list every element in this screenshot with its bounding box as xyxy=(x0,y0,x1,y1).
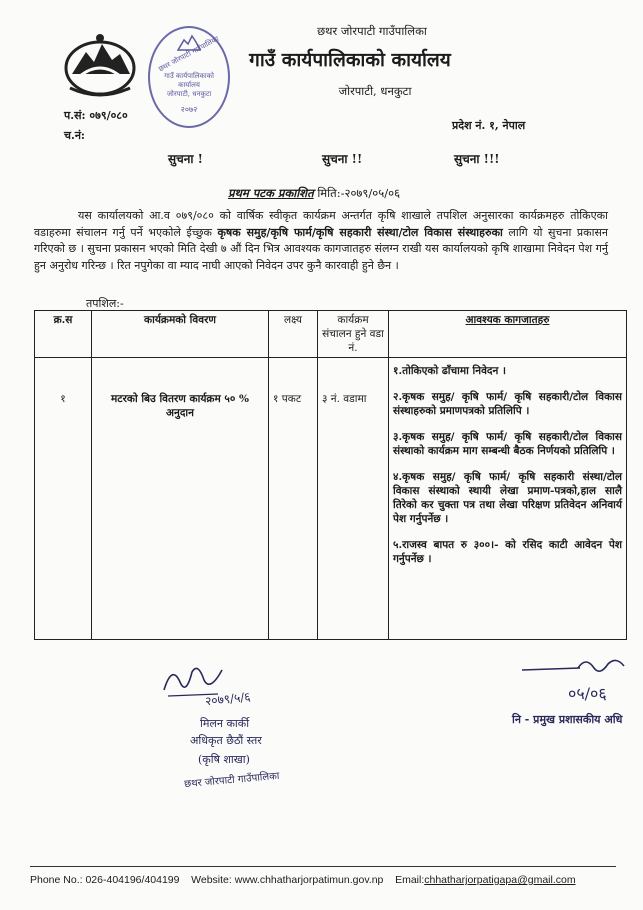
col-ward: कार्यक्रम संचालन हुने वडा नं. xyxy=(318,311,389,358)
col-docs: आवश्यक कागजातहरु xyxy=(389,311,627,358)
email-label: Email: xyxy=(395,874,425,886)
phone-label: Phone No.: xyxy=(30,874,83,886)
signatory-name: मिलन कार्की xyxy=(200,717,250,730)
stamp-place: जोरपाटी, धनकुटा xyxy=(166,90,212,98)
signatory-section: (कृषि शाखा) xyxy=(198,753,250,766)
table-caption: तपशिल:- xyxy=(86,297,124,310)
stamp-top-text: छथर जोरपाटी गाउँपालिका xyxy=(157,34,221,74)
office-address: जोरपाटी, धनकुटा xyxy=(338,84,412,98)
notice-body xyxy=(34,208,608,274)
email-link[interactable]: chhatharjorpatigapa@gmail.com xyxy=(424,874,576,886)
office-stamp xyxy=(148,26,230,128)
requirement-item: ३.कृषक समुह/ कृषि फार्म/ कृषि सहकारी/टोल विकास संस्थाको कार्यक्रम माग सम्बन्धी बैठक निर्णयको प्रतिलिपि । xyxy=(393,431,622,457)
stamp-inner-text: गाउँ कार्यपालिकाको कार्यालय xyxy=(164,72,214,89)
website-label: Website: xyxy=(191,874,232,886)
cell-desc: मटरको बिउ वितरण कार्यक्रम ५० % अनुदान xyxy=(92,358,269,640)
cell-ward: ३ नं. वडामा xyxy=(318,358,389,640)
footer-contact xyxy=(30,874,576,886)
notice-1: सुचना ! xyxy=(168,152,203,166)
cell-target: १ पकट xyxy=(269,358,318,640)
cell-sn: १ xyxy=(35,358,92,640)
stamp-year: २०७२ xyxy=(180,105,198,114)
website-link[interactable]: www.chhatharjorpatimun.gov.np xyxy=(234,874,384,886)
col-target: लक्ष्य xyxy=(269,311,318,358)
col-desc: कार्यक्रमको विवरण xyxy=(92,311,269,358)
right-signature-date: ०५/०६ xyxy=(568,684,607,703)
signatory-designation: अधिकृत छैठौं स्तर xyxy=(190,734,262,747)
publication-line xyxy=(228,186,400,201)
body-part2: लागि यो सुचना प्रकासन गरिएको छ । सुचना प्रकासन भएको मिति देखी ७ औं दिन भित्र आवश्यक कागजातहरु संलग्न राखी यस कार्यालयको कृषि शाखामा निवेदन पेश गर्नु हुन अनुरोध गरिन्छ । रित नपुगेका वा म्याद नाघी आएको निवेदन उपर कुनै कारवाही हुने छैन । xyxy=(34,225,608,272)
body-part1: यस कार्यालयको आ.व ०७९/०८० को वार्षिक स्वीकृत कार्यक्रम अन्तर्गत कृषि शाखाले तपशिल अनुसारका कार्यक्रमहरु तोकिएका वडाहरुमा संचालन गर्नु पर्ने भएकोले ईच्छुक xyxy=(34,209,608,239)
body-bold: कृषक समुह/कृषि फार्म/कृषि सहकारी संस्था/टोल विकास संस्थाहरुका xyxy=(217,225,503,239)
notice-2: सुचना !! xyxy=(322,152,363,166)
cell-requirements xyxy=(389,358,627,640)
phone-number: 026-404196/404199 xyxy=(85,874,180,886)
stamp-emblem-icon xyxy=(176,34,202,52)
publication-date: मिति:-२०७९/०५/०६ xyxy=(317,186,401,200)
publication-label: प्रथम पटक प्रकाशित xyxy=(228,186,314,200)
office-title: गाउँ कार्यपालिकाको कार्यालय xyxy=(249,49,451,71)
col-sn: क्र.स xyxy=(35,311,92,358)
requirement-item: ४.कृषक समुह/ कृषि फार्म/ कृषि सहकारी संस्था/टोल विकास संस्थाको स्थायी लेखा प्रमाण-पत्रको,हाल सालै तिरेको कर चुक्ता पत्र तथा लेखा परिक्षण प्रतिवेदन अनिवार्य पेश गर्नुपर्नेछ । xyxy=(393,471,622,525)
dispatch-number: च.नं: xyxy=(64,129,85,142)
fiscal-year-ref: प.सं: ०७९/०८० xyxy=(64,109,128,122)
requirement-item: १.तोकिएको ढाँचामा निवेदन । xyxy=(393,365,506,377)
requirement-item: २.कृषक समुह/ कृषि फार्म/ कृषि सहकारी/टोल विकास संस्थाहरुको प्रमाणपत्रको प्रतिलिपि । xyxy=(393,391,622,417)
notice-3: सुचना !!! xyxy=(454,152,500,166)
table-row xyxy=(35,358,627,640)
program-table xyxy=(34,310,627,640)
left-signature-date: २०७९/५/६ xyxy=(204,689,252,709)
footer-rule xyxy=(30,866,616,867)
requirement-item: ५.राजस्व बापत रु ३००।- को रसिद काटी आवेदन पेश गर्नुपर्नेछ । xyxy=(393,539,622,565)
table-header-row xyxy=(35,311,627,358)
signatory-office: छथर जोरपाटी गाउँपालिका xyxy=(183,770,280,791)
municipality-name: छथर जोरपाटी गाउँपालिका xyxy=(317,24,427,38)
province-label: प्रदेश नं. १, नेपाल xyxy=(452,119,526,132)
right-signature-scribble xyxy=(520,652,630,682)
right-signatory-designation: नि - प्रमुख प्रशासकीय अधि xyxy=(512,713,623,726)
nepal-emblem-icon xyxy=(60,30,140,100)
